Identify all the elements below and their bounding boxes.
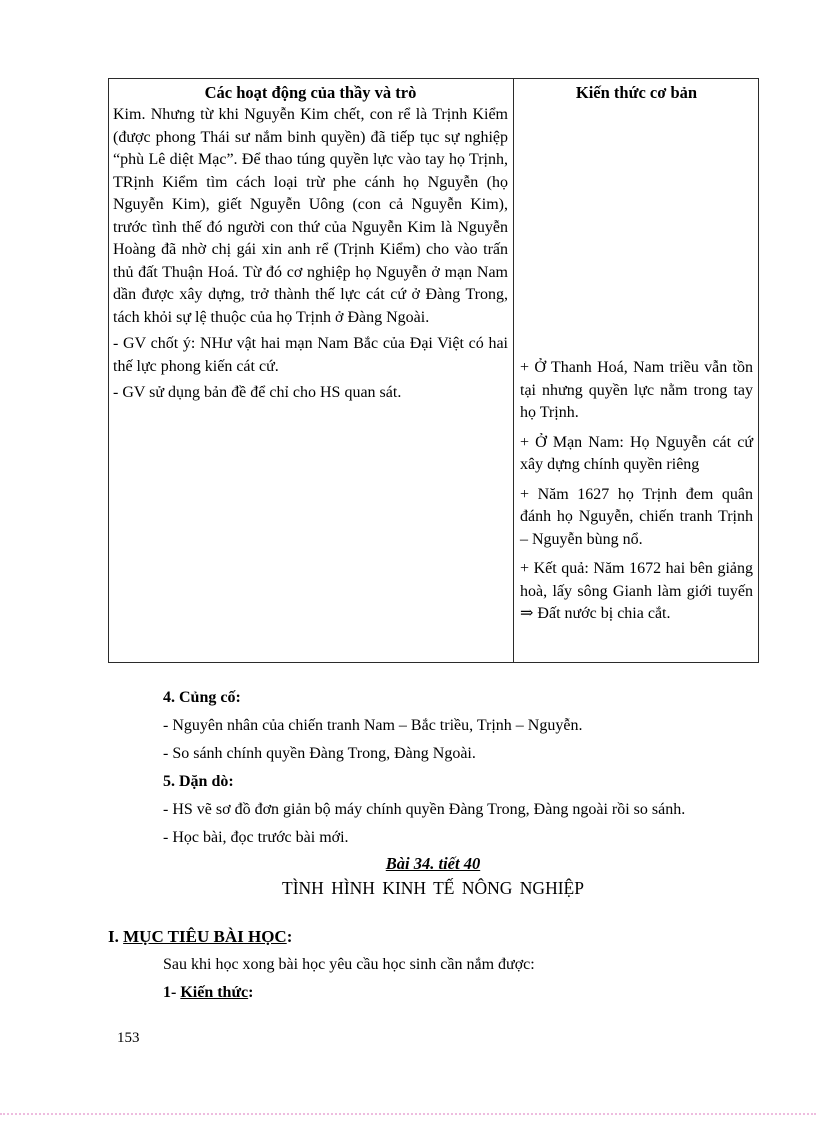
homework-item: - HS vẽ sơ đồ đơn giản bộ máy chính quyền Đàng Trong, Đàng ngoài rồi so sánh. (163, 801, 686, 818)
knowledge-cell-body (520, 104, 753, 626)
section-heading-consolidation: 4. Củng cố: (163, 689, 241, 706)
knowledge-subheading (108, 979, 758, 1007)
table-cell-knowledge (514, 79, 759, 663)
consolidation-item: - So sánh chính quyền Đàng Trong, Đàng Ngoài. (163, 745, 476, 762)
consolidation-item: - Nguyên nhân của chiến tranh Nam – Bắc triều, Trịnh – Nguyễn. (163, 717, 583, 734)
next-lesson-title-row (108, 876, 758, 902)
lesson-footer-sections (108, 663, 758, 1007)
next-lesson-label-row (108, 853, 758, 876)
objectives-intro: Sau khi học xong bài học yêu cầu học sinh cần nắm được: (163, 956, 535, 973)
page-number: 153 (117, 1030, 140, 1046)
homework-item: - Học bài, đọc trước bài mới. (163, 829, 349, 846)
objectives-numeral: I. (108, 927, 119, 946)
teacher-note: - GV chốt ý: NHư vật hai mạn Nam Bắc của Đại Việt có hai thế lực phong kiến cát cứ. (113, 335, 508, 375)
knowledge-point: + Ở Thanh Hoá, Nam triều vẫn tồn tại nhưng quyền lực nằm trong tay họ Trịnh. (520, 359, 753, 421)
next-lesson-label: Bài 34. tiết 40 (385, 854, 481, 873)
empty-space (520, 104, 753, 357)
column-header-knowledge: Kiến thức cơ bản (575, 83, 698, 102)
objectives-heading (108, 923, 758, 951)
objectives-heading-text: MỤC TIÊU BÀI HỌC (123, 927, 287, 946)
activities-cell-body (113, 104, 508, 405)
page-break-divider (0, 1113, 816, 1115)
table-cell-activities (109, 79, 514, 663)
subheading-numeral: 1- (163, 984, 177, 1001)
knowledge-point: + Kết quả: Năm 1672 hai bên giảng hoà, lấy sông Gianh làm giới tuyến ⇒ Đất nước bị chia cắt. (520, 560, 753, 622)
section-heading-homework: 5. Dặn dò: (163, 773, 234, 790)
next-lesson-title: TÌNH HÌNH KINH TẾ NÔNG NGHIỆP (282, 878, 584, 898)
subheading-text: Kiến thức (180, 984, 249, 1001)
column-header-activities: Các hoạt động của thầy và trò (204, 83, 417, 102)
teacher-note: - GV sử dụng bản đề để chỉ cho HS quan sát. (113, 384, 402, 401)
activities-paragraph: Kim. Nhưng từ khi Nguyễn Kim chết, con rể là Trịnh Kiểm (được phong Thái sư nắm binh quyền) đã tiếp tục sự nghiệp “phù Lê diệt Mạc”. Để thao túng quyền lực vào tay họ Trịnh, TRịnh Kiểm tìm cách loại trừ phe cánh họ Nguyễn (họ Nguyễn Kim), giết Nguyễn Uông (con cả Nguyễn Kim), trước tình thế đó người con thứ của Nguyễn Kim là Nguyễn Hoàng đã nhờ chị gái xin anh rể (Trịnh Kiểm) cho vào trấn thủ đất Thuận Hoá. Từ đó cơ nghiệp họ Nguyễn ở mạn Nam dần được xây dựng, trở thành thế lực cát cứ ở Đàng Trong, tách khỏi sự lệ thuộc của họ Trịnh ở Đàng Ngoài. (113, 106, 508, 326)
knowledge-point: + Ở Mạn Nam: Họ Nguyễn cát cứ xây dựng chính quyền riêng (520, 433, 753, 473)
activities-knowledge-table (108, 78, 759, 663)
knowledge-point: + Năm 1627 họ Trịnh đem quân đánh họ Nguyễn, chiến tranh Trịnh – Nguyễn bùng nổ. (520, 485, 753, 548)
objectives-colon: : (286, 927, 293, 946)
subheading-colon: : (248, 984, 254, 1001)
